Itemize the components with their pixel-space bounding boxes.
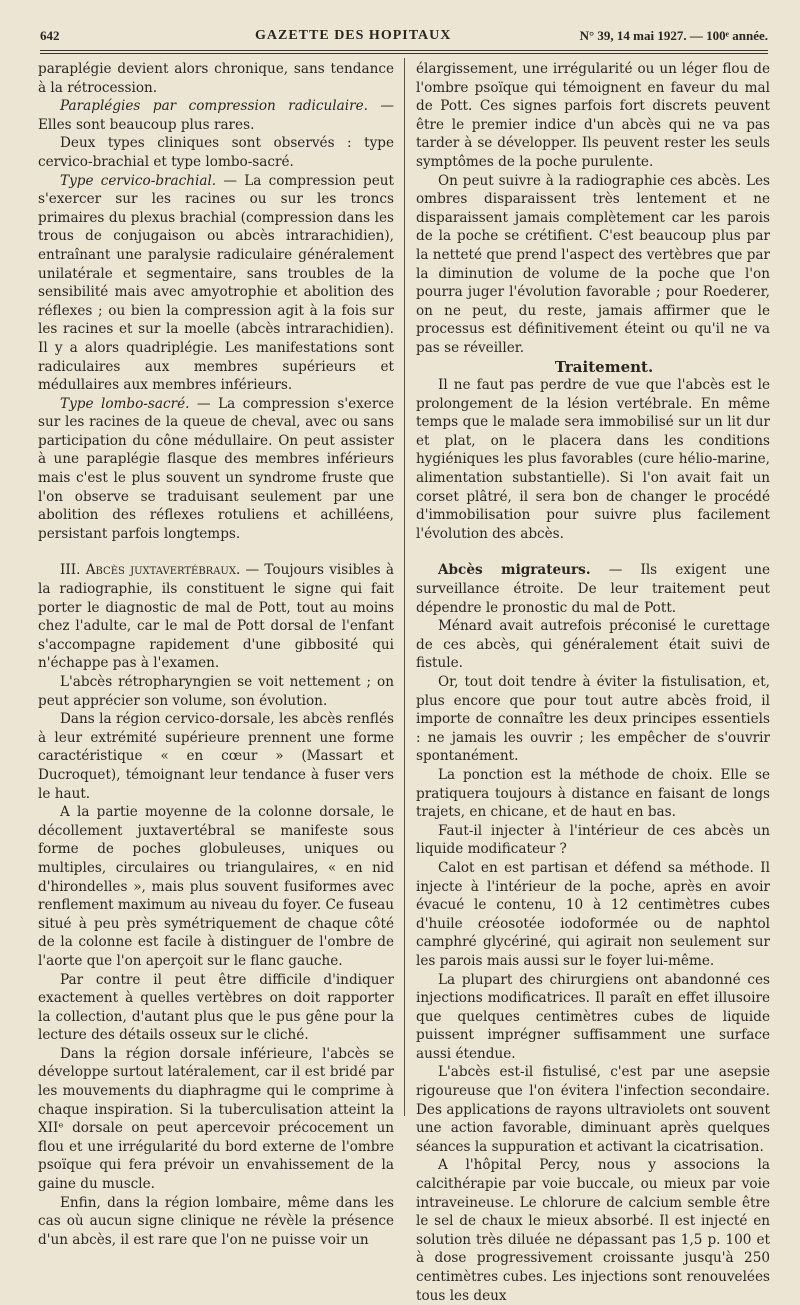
paragraph	[38, 97, 394, 134]
paragraph-heading: Type lombo-sacré.	[60, 395, 190, 412]
paragraph-body: — Elles sont beaucoup plus rares.	[38, 98, 395, 133]
paragraph: A la partie moyenne de la colonne dorsale, le décollement juxtavertébral se manifeste sous forme de poches globuleuses, uniques ou multiples, circulaires ou triangulaires, « en nid d'hirondelles », mais plus souvent fusiformes avec renflement maximum au niveau du foyer. Ce fuseau situé à peu près symétriquement de chaque côté de la colonne est facile à distinguer de l'ombre de l'aorte que l'on aperçoit sur le flanc gauche.	[38, 804, 394, 969]
paragraph: La plupart des chirurgiens ont abandonné ces injections modificatrices. Il paraît en effet illusoire que quelques centimètres cubes de liquide puissent imprégner suffisamment une surface aussi étendue.	[416, 971, 770, 1062]
paragraph: Dans la région cervico-dorsale, les abcès renflés à leur extrémité supérieure prennent une forme caractéristique « en cœur » (Massart et Ducroquet), témoignant leur tendance à fuser vers le haut.	[38, 711, 394, 802]
paragraph	[38, 172, 394, 395]
paragraph-heading: Paraplégies par compression radiculaire.	[60, 98, 368, 115]
paragraph: Il ne faut pas perdre de vue que l'abcès est le prolongement de la lésion vertébrale. En même temps que le malade sera immobilisé sur un lit dur et plat, on le placera dans les conditions hygiéniques les plus favorables (cure hélio-marine, alimentation substantielle). Si l'on avait fait un corset plâtré, il sera bon de changer le procédé d'immobilisation pour suivre plus facilement l'évolution des abcès.	[416, 377, 770, 542]
paragraph-heading: Type cervico-brachial.	[60, 172, 217, 189]
paragraph: Deux types cliniques sont observés : type cervico-brachial et type lombo-sacré.	[38, 135, 394, 170]
section-number: III.	[60, 562, 86, 579]
paragraph: Par contre il peut être difficile d'indiquer exactement à quelles vertèbres on doit rapporter la collection, d'autant plus que le pus gêne pour la lecture des détails osseux sur le cliché.	[38, 971, 394, 1044]
left-column	[38, 60, 395, 1248]
paragraph: On peut suivre à la radiographie ces abcès. Les ombres disparaissent très lentement et ne disparaissent jamais complètement car les parois de la poche se crétifient. C'est beaucoup plus par la netteté que prend l'aspect des vertèbres que par la diminution de volume de la poche que l'on pourra juger l'évolution favorable ; pour Roederer, on ne peut, du reste, jamais affirmer que le processus est définitivement éteint ou qu'il ne va pas se réveiller.	[416, 172, 770, 356]
paragraph-heading: Abcès juxtavertébraux.	[85, 562, 241, 579]
column-separator	[404, 58, 405, 1116]
right-column	[416, 60, 771, 1304]
paragraph: Enfin, dans la région lombaire, même dans les cas où aucun signe clinique ne révèle la présence d'un abcès, il est rare que l'on ne puisse voir un	[38, 1194, 394, 1248]
paragraph: L'abcès est-il fistulisé, c'est par une asepsie rigoureuse que l'on évitera l'infection secondaire. Des applications de rayons ultraviolets ont souvent une action favorable, diminuant après quelques séances la suppuration et activant la cicatrisation.	[416, 1064, 770, 1155]
paragraph-body: — Toujours visibles à la radiographie, ils constituent le signe qui fait porter le diagnostic de mal de Pott, tout au moins chez l'adulte, car le mal de Pott dorsal de l'enfant s'accompagne rapidement d'une gibbosité qui n'échappe pas à l'examen.	[38, 562, 394, 672]
paragraph: Or, tout doit tendre à éviter la fistulisation, et, plus encore que pour tout autre abcès froid, il importe de connaître les deux principes essentiels : ne jamais les ouvrir ; les empêcher de s'ouvrir spontanément.	[416, 674, 770, 765]
paragraph: Faut-il injecter à l'intérieur de ces abcès un liquide modificateur ?	[416, 822, 770, 858]
paragraph-body: — La compression peut s'exercer sur les racines ou sur les troncs primaires du plexus brachial (compression dans les trous de conjugaison ou abcès intrarachidien), entraînant une paralysie radiculaire généralement unilatérale et segmentaire, sans troubles de la sensibilité mais avec amyotrophie et abolition des réflexes ; ou bien la compression agit à la fois sur les racines et sur la moelle (abcès intrarachidien). Il y a alors quadriplégie. Les manifestations sont radiculaires aux membres supérieurs et médullaires aux membres inférieurs.	[38, 172, 394, 394]
paragraph	[38, 561, 394, 673]
paragraph: A l'hôpital Percy, nous y associons la calcithérapie par voie buccale, ou mieux par voie intraveineuse. Le chlorure de calcium semble être le sel de chaux le mieux absorbé. Il est injecté en solution très diluée ne dépassant pas 1,5 p. 100 et à dose progressivement croissante jusqu'à 250 centimètres cubes. Les injections sont renouvelées tous les deux	[416, 1157, 770, 1304]
paragraph-body: — La compression s'exerce sur les racines de la queue de cheval, avec ou sans participation du cône médullaire. On peut assister à une paraplégie flasque des membres inférieurs mais c'est le plus souvent un syndrome fruste que l'on observe se traduisant seulement par une abolition des réflexes rotuliens et achilléens, persistant parfois longtemps.	[38, 395, 394, 542]
paragraph: Ménard avait autrefois préconisé le curettage de ces abcès, qui généralement était suivi de fistule.	[416, 618, 770, 672]
paragraph: Calot en est partisan et défend sa méthode. Il injecte à l'intérieur de la poche, après en avoir évacué le contenu, 10 à 12 centimètres cubes d'huile créosotée iodoformée ou de naphtol camphré glycériné, qui agirait non seulement sur les parois mais aussi sur le foyer lui-même.	[416, 859, 770, 969]
journal-title: GAZETTE DES HOPITAUX	[255, 28, 452, 43]
paragraph	[38, 395, 394, 544]
paragraph	[416, 561, 770, 617]
paragraph: La ponction est la méthode de choix. Elle se pratiquera toujours à distance en faisant de longs trajets, en chicane, et de haut en bas.	[416, 766, 770, 821]
paragraph-body: — Ils exigent une surveillance étroite. De leur traitement peut dépendre le pronostic du mal de Pott.	[416, 562, 771, 616]
paragraph: Dans la région dorsale inférieure, l'abcès se développe surtout latéralement, car il est bridé par les mouvements du diaphragme qui le comprime à chaque inspiration. Si la tuberculisation atteint la XIIᵉ dorsale on peut apercevoir précocement un flou et une irrégularité du bord externe de l'ombre psoïque qui fera prévoir un envahissement de la gaine du muscle.	[38, 1045, 394, 1193]
page-header	[40, 26, 768, 48]
header-rule-top	[40, 50, 768, 51]
paragraph: paraplégie devient alors chronique, sans tendance à la rétrocession.	[38, 61, 394, 96]
paragraph: élargissement, une irrégularité ou un léger flou de l'ombre psoïque qui témoignent en faveur du mal de Pott. Ces signes parfois fort discrets peuvent être le premier indice d'un abcès qui ne va pas tarder à se développer. Ils peuvent rester les seuls symptômes de la poche purulente.	[416, 61, 770, 170]
section-title: Traitement.	[554, 357, 654, 376]
paragraph-heading: Abcès migrateurs.	[438, 562, 591, 579]
header-rule-bottom	[40, 53, 768, 54]
paragraph: L'abcès rétropharyngien se voit nettement ; on peut apprécier son volume, son évolution.	[38, 674, 394, 709]
issue-info: N° 39, 14 mai 1927. — 100ᵉ année.	[579, 28, 768, 43]
page-number: 642	[40, 28, 60, 43]
